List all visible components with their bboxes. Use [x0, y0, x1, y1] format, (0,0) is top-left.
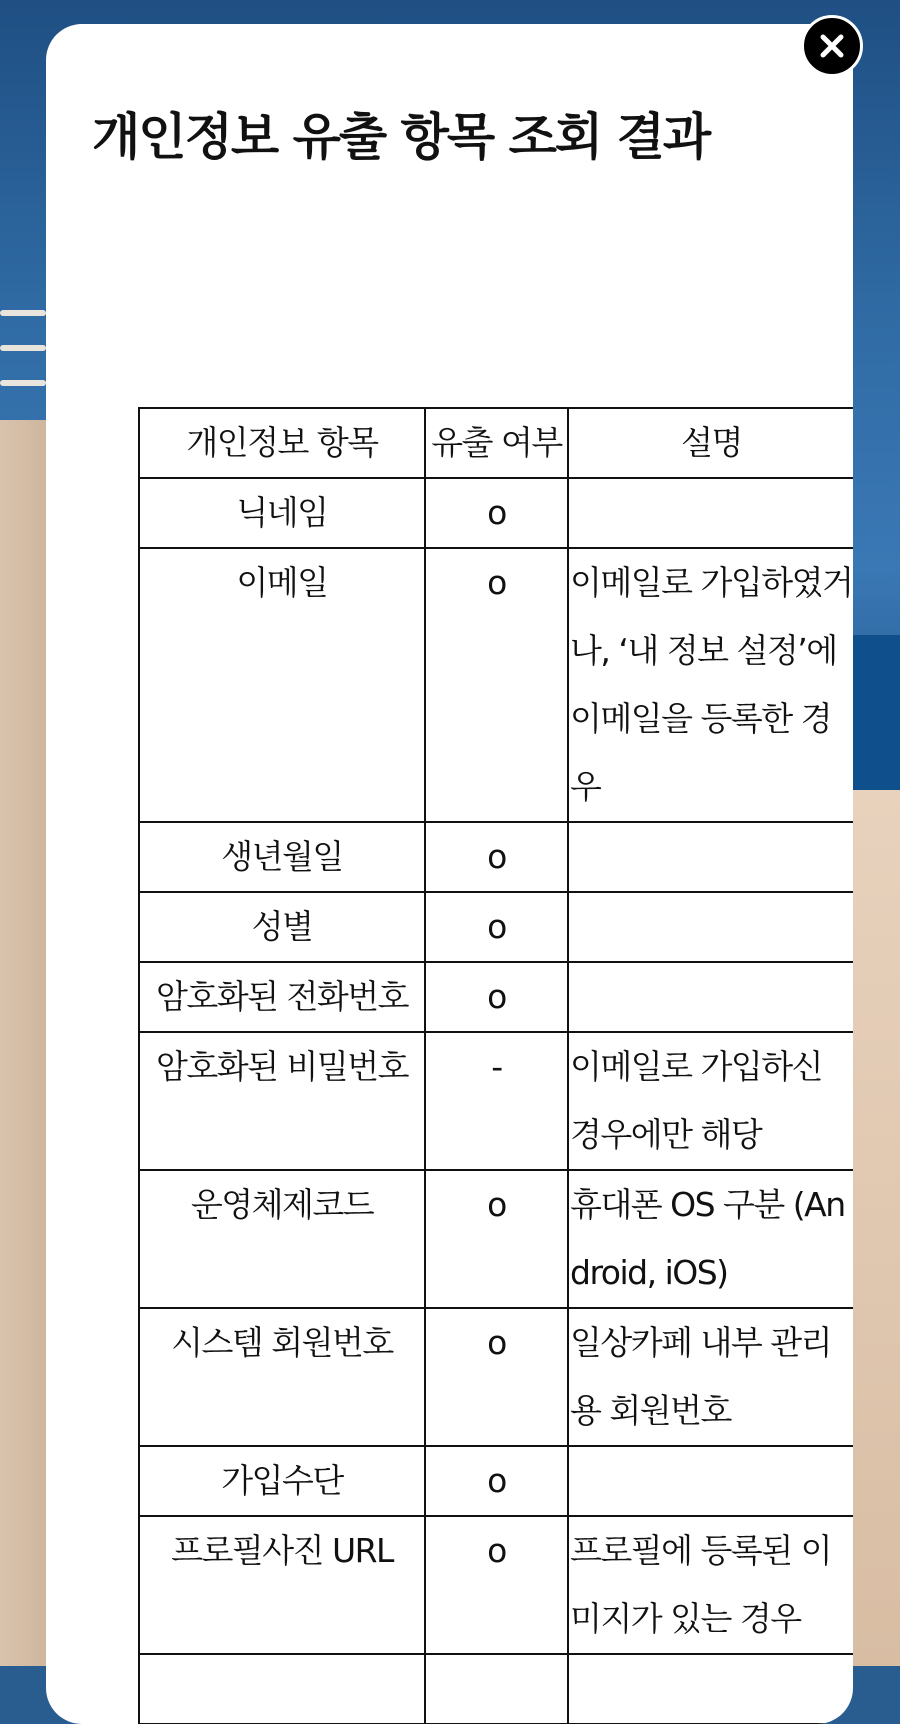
cell-description: 이메일로 가입하였거나, ‘내 정보 설정’에 이메일을 등록한 경우 [568, 548, 853, 822]
cell-item: 프로필사진 URL [139, 1516, 425, 1654]
table-row [139, 962, 853, 1032]
table-row [139, 1032, 853, 1170]
table-row [139, 1308, 853, 1446]
cell-leaked [425, 1654, 568, 1724]
cell-leaked: o [425, 822, 568, 892]
cell-description [568, 822, 853, 892]
cell-leaked: o [425, 1446, 568, 1516]
table-row [139, 548, 853, 822]
cell-leaked: o [425, 1308, 568, 1446]
close-icon [817, 31, 847, 61]
header-item: 개인정보 항목 [139, 408, 425, 478]
table-row [139, 1654, 853, 1724]
cell-item: 이메일 [139, 548, 425, 822]
cell-item [139, 1654, 425, 1724]
cell-leaked: - [425, 1032, 568, 1170]
cell-description [568, 1446, 853, 1516]
cell-description: 이메일로 가입하신 경우에만 해당 [568, 1032, 853, 1170]
cell-description: 프로필에 등록된 이미지가 있는 경우 [568, 1516, 853, 1654]
table-row [139, 478, 853, 548]
table-row [139, 1170, 853, 1308]
header-leaked: 유출 여부 [425, 408, 568, 478]
background-rail [0, 345, 46, 351]
table-row [139, 1446, 853, 1516]
cell-leaked: o [425, 962, 568, 1032]
table-header-row [139, 408, 853, 478]
cell-description: 휴대폰 OS 구분 (Android, iOS) [568, 1170, 853, 1308]
background-rail [0, 380, 46, 386]
cell-leaked: o [425, 548, 568, 822]
header-description: 설명 [568, 408, 853, 478]
cell-description [568, 1654, 853, 1724]
cell-description [568, 962, 853, 1032]
cell-leaked: o [425, 892, 568, 962]
leak-result-table [138, 407, 853, 1724]
background-rail [0, 310, 46, 316]
table-row [139, 892, 853, 962]
cell-item: 생년월일 [139, 822, 425, 892]
cell-item: 암호화된 비밀번호 [139, 1032, 425, 1170]
cell-item: 운영체제코드 [139, 1170, 425, 1308]
cell-leaked: o [425, 1516, 568, 1654]
table-row [139, 1516, 853, 1654]
cell-item: 시스템 회원번호 [139, 1308, 425, 1446]
cell-description [568, 478, 853, 548]
modal-title: 개인정보 유출 항목 조회 결과 [92, 108, 710, 166]
cell-item: 암호화된 전화번호 [139, 962, 425, 1032]
cell-description: 일상카페 내부 관리용 회원번호 [568, 1308, 853, 1446]
cell-item: 성별 [139, 892, 425, 962]
close-button[interactable] [801, 15, 863, 77]
table-row [139, 822, 853, 892]
result-modal [46, 24, 853, 1724]
cell-leaked: o [425, 478, 568, 548]
cell-leaked: o [425, 1170, 568, 1308]
cell-description [568, 892, 853, 962]
cell-item: 닉네임 [139, 478, 425, 548]
cell-item: 가입수단 [139, 1446, 425, 1516]
